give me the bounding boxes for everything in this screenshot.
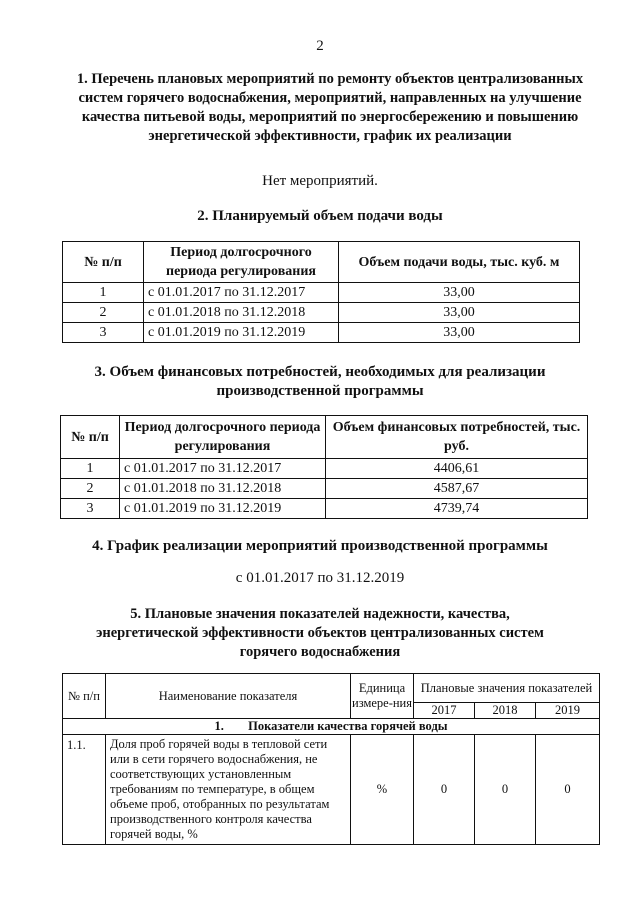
row-num: 1.1. bbox=[63, 735, 106, 845]
row-amount: 4406,61 bbox=[326, 459, 588, 479]
water-supply-table bbox=[62, 241, 580, 343]
table-header-row bbox=[63, 242, 580, 283]
table-row bbox=[63, 283, 580, 303]
table-row bbox=[63, 323, 580, 343]
section-2-title: 2. Планируемый объем подачи воды bbox=[197, 208, 443, 224]
col-header-period: Период долгосрочного периода регулирования bbox=[144, 242, 339, 283]
table-row bbox=[61, 479, 588, 499]
row-num: 3 bbox=[61, 499, 120, 519]
row-num: 2 bbox=[63, 303, 144, 323]
indicators-table bbox=[62, 673, 600, 845]
row-period: с 01.01.2018 по 31.12.2018 bbox=[144, 303, 339, 323]
table-row bbox=[61, 459, 588, 479]
group-header bbox=[63, 719, 600, 735]
table-header-row bbox=[63, 674, 600, 703]
col-header-year: 2017 bbox=[414, 703, 475, 719]
row-value-2018: 0 bbox=[475, 735, 536, 845]
table-row bbox=[61, 499, 588, 519]
group-row bbox=[63, 719, 600, 735]
section-1-note: Нет мероприятий. bbox=[262, 173, 378, 189]
col-header-finance: Объем финансовых потребностей, тыс. руб. bbox=[326, 416, 588, 459]
col-header-year: 2018 bbox=[475, 703, 536, 719]
row-volume: 33,00 bbox=[339, 323, 580, 343]
col-header-unit: Единица измере-ния bbox=[351, 674, 414, 719]
col-header-num: № п/п bbox=[63, 674, 106, 719]
group-num: 1. bbox=[214, 719, 224, 733]
col-header-volume: Объем подачи воды, тыс. куб. м bbox=[339, 242, 580, 283]
section-4-period: с 01.01.2017 по 31.12.2019 bbox=[235, 570, 405, 586]
row-num: 1 bbox=[63, 283, 144, 303]
row-period: с 01.01.2019 по 31.12.2019 bbox=[144, 323, 339, 343]
row-indicator-name: Доля проб горячей воды в тепловой сети или в сети горячего водоснабжения, не соответствующих установленным требованиям по температуре, в общем объеме проб, отобранных по результатам производственного контроля качества горячей воды, % bbox=[106, 735, 351, 845]
section-4-title: 4. График реализации мероприятий производственной программы bbox=[92, 538, 548, 554]
row-period: с 01.01.2017 по 31.12.2017 bbox=[120, 459, 326, 479]
col-header-planned: Плановые значения показателей bbox=[414, 674, 600, 703]
row-value-2019: 0 bbox=[536, 735, 600, 845]
row-period: с 01.01.2017 по 31.12.2017 bbox=[144, 283, 339, 303]
col-header-num: № п/п bbox=[61, 416, 120, 459]
row-num: 1 bbox=[61, 459, 120, 479]
table-row bbox=[63, 303, 580, 323]
row-period: с 01.01.2018 по 31.12.2018 bbox=[120, 479, 326, 499]
row-volume: 33,00 bbox=[339, 283, 580, 303]
col-header-name: Наименование показателя bbox=[106, 674, 351, 719]
section-5-title: 5. Плановые значения показателей надежности, качества, энергетической эффективности объектов централизованных систем горячего водоснабжения bbox=[96, 606, 544, 660]
page-number: 2 bbox=[316, 38, 324, 54]
row-volume: 33,00 bbox=[339, 303, 580, 323]
group-title: Показатели качества горячей воды bbox=[248, 719, 448, 733]
col-header-period: Период долгосрочного периода регулирования bbox=[120, 416, 326, 459]
section-1-title: 1. Перечень плановых мероприятий по ремонту объектов централизованных систем горячего водоснабжения, мероприятий, направленных на улучшение качества питьевой воды, мероприятий по энергосбережению и повышению энергетической эффективности, график их реализации bbox=[76, 71, 584, 144]
row-num: 3 bbox=[63, 323, 144, 343]
table-header-row bbox=[61, 416, 588, 459]
col-header-num: № п/п bbox=[63, 242, 144, 283]
col-header-year: 2019 bbox=[536, 703, 600, 719]
row-value-2017: 0 bbox=[414, 735, 475, 845]
row-num: 2 bbox=[61, 479, 120, 499]
financial-needs-table bbox=[60, 415, 588, 519]
row-amount: 4739,74 bbox=[326, 499, 588, 519]
section-3-title: 3. Объем финансовых потребностей, необходимых для реализации производственной программы bbox=[94, 364, 546, 399]
table-row bbox=[63, 735, 600, 845]
row-period: с 01.01.2019 по 31.12.2019 bbox=[120, 499, 326, 519]
row-unit: % bbox=[351, 735, 414, 845]
row-amount: 4587,67 bbox=[326, 479, 588, 499]
